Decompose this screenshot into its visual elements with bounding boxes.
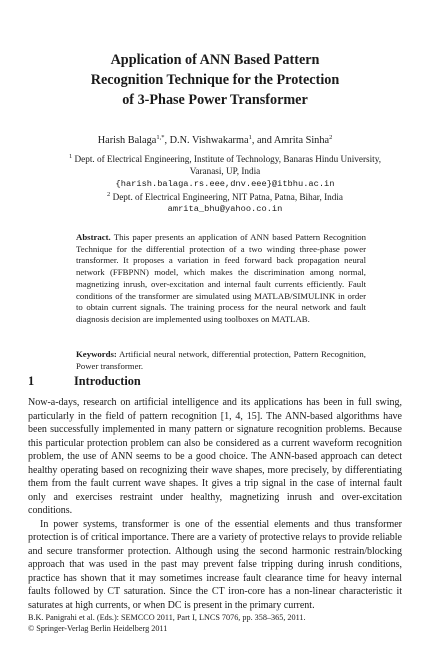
affiliation-marker: 2 — [107, 191, 111, 198]
author-marker: 1,* — [156, 134, 165, 141]
paragraph: In power systems, transformer is one of the essential elements and thus transformer protection is of critical importance. There are a variety of protective relays to provide reliable and secure transformer protection. Although using the second harmonic restrain/blocking approach that was used in the past may prevent false tripping during inrush conditions, practice has shown that it may sometimes increase fault clearance time for heavy internal faults followed by CT saturation. Since the CT iron-core has a non-linear characteristic it saturates at high currents, or when DC is present in the primary current. — [28, 518, 402, 611]
title-line-3: of 3-Phase Power Transformer — [122, 92, 308, 108]
keywords-label: Keywords: — [76, 349, 117, 359]
footer-line: B.K. Panigrahi et al. (Eds.): SEMCCO 2011, Part I, LNCS 7076, pp. 358–365, 2011. — [28, 613, 306, 622]
affiliation-text: Dept. of Electrical Engineering, NIT Patna, Patna, Bihar, India — [112, 192, 343, 202]
title-line-2: Recognition Technique for the Protection — [90, 72, 340, 88]
author-marker: 1 — [248, 134, 252, 141]
keywords — [76, 349, 366, 372]
affiliation-2 — [40, 191, 410, 216]
keywords-text: Artificial neural network, differential protection, Pattern Recognition, Power transformer. — [76, 349, 366, 371]
abstract-label: Abstract. — [76, 232, 111, 242]
paragraph: Now-a-days, research on artificial intelligence and its applications has been in full swing, particularly in the field of pattern recognition [1, 4, 15]. The ANN-based algorithms have been successfully implemented in many pattern or signature recognition problems. Because this particular protection problem can also be considered as a current waveform recognition problem, the use of ANN seems to be a good choice. The ANN-based approach can detect healthy operating based on recognizing their wave shapes, more precisely, by differentiating them from the fault current wave shapes. It gives a trip signal in the case of internal fault only and exercises restraint under healthy, magnetizing inrush and over-excitation conditions. — [28, 397, 402, 516]
author-list: Harish Balaga$^{1,*}$, D.N. Vishwakarma$^1$, and Amrita Sinha$^2$ — [97, 134, 333, 146]
body-text — [28, 396, 402, 612]
title-line-1: Application of ANN Based Pattern — [110, 52, 320, 68]
footer-line: © Springer-Verlag Berlin Heidelberg 2011 — [28, 624, 168, 633]
affiliation-text: Varanasi, UP, India — [189, 166, 261, 177]
affiliation-1 — [40, 153, 410, 190]
section-number: 1 — [28, 374, 35, 388]
paper-title — [40, 50, 390, 110]
email-address: amrita_bhu@yahoo.co.in — [167, 204, 283, 215]
footer-citation — [28, 612, 408, 634]
section-title: Introduction — [74, 374, 141, 388]
email-address: {harish.balaga.rs.eee,dnv.eee}@itbhu.ac.in — [115, 178, 335, 189]
section-heading — [28, 374, 141, 389]
author-name: Harish Balaga — [97, 135, 157, 146]
abstract — [76, 232, 366, 326]
author-name: D.N. Vishwakarma — [169, 135, 249, 146]
author-name: and Amrita Sinha — [256, 135, 330, 146]
abstract-text: This paper presents an application of ANN based Pattern Recognition Technique for the differential protection of a two winding three-phase power transformer. It proposes a variation in feed forward back propagation neural network (FFBPNN) model, which makes the discrimination among normal, magnetizing inrush, over-excitation and internal fault currents efficiently. Fault conditions of the transformer are simulated using MATLAB/SIMULINK in order to obtain current signals. The training process for the neural network and fault diagnosis decision are implemented using toolboxes on MATLAB. — [76, 232, 366, 324]
affiliation-marker: 1 — [68, 153, 73, 160]
affiliation-text: Dept. of Electrical Engineering, Institute of Technology, Banaras Hindu University, — [74, 154, 381, 164]
author-marker: 2 — [329, 134, 333, 141]
